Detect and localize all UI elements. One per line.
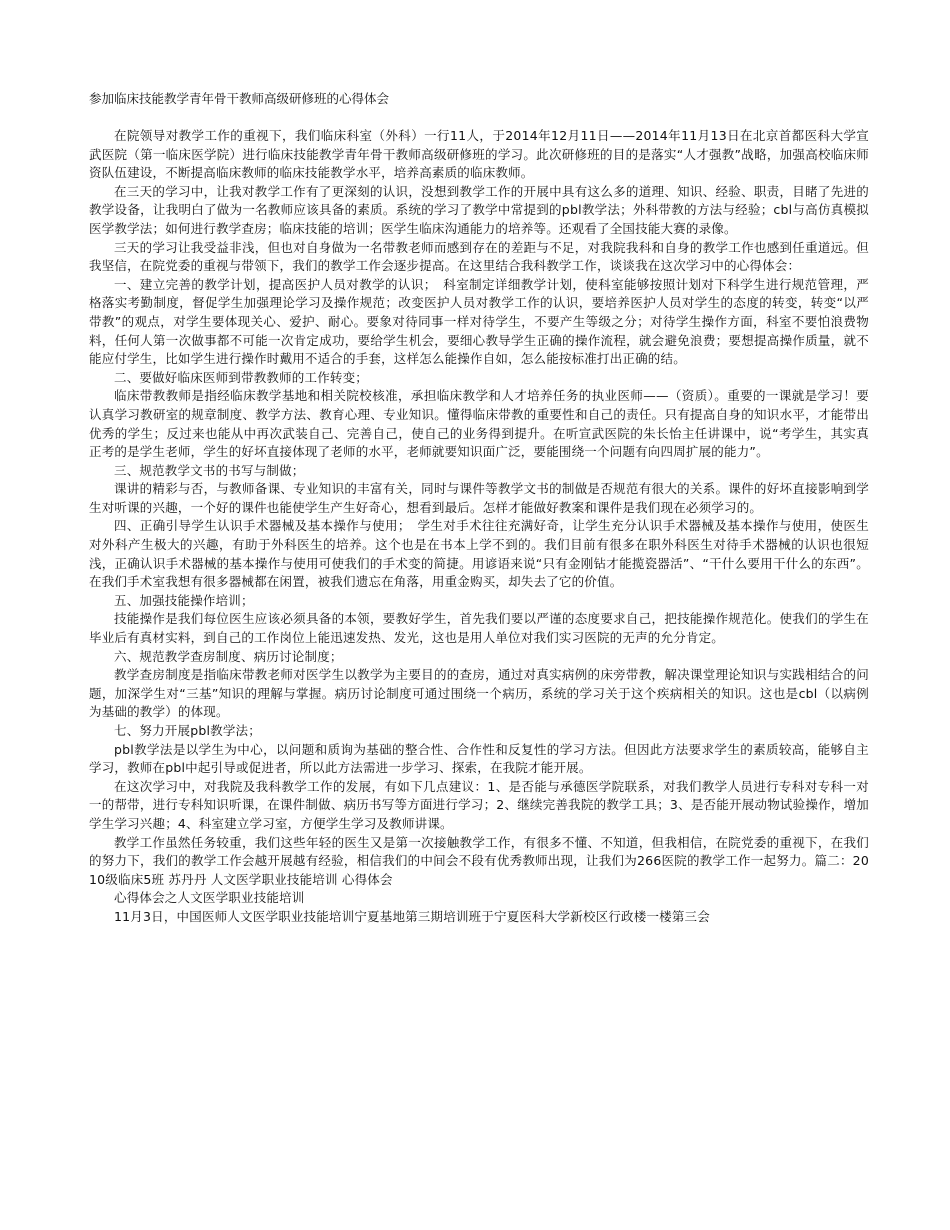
paragraph-section-5: 技能操作是我们每位医生应该必须具备的本领，要教好学生，首先我们要以严谨的态度要求自己，把技能操作规范化。使我们的学生在毕业后有真材实料，到自己的工作岗位上能迅速发热、发光，这也是用人单位对我们实习医院的无声的允分肯定。	[89, 611, 869, 646]
paragraph-benefit: 三天的学习让我受益非浅，但也对自身做为一名带教老师而感到存在的差距与不足，对我院我科和自身的教学工作也感到任重道远。但我坚信，在院党委的重视与带领下，我们的教学工作会逐步提高。在这里结合我科教学工作，谈谈我在这次学习中的心得体会：	[89, 239, 869, 274]
paragraph-intro: 在院领导对教学工作的重视下，我们临床科室（外科）一行11人，于2014年12月11日——2014年11月13日在北京首都医科大学宣武医院（第一临床医学院）进行临床技能教学青年骨干教师高级研修班的学习。此次研修班的目的是落实“人才强教”战略，加强高校临床师资队伍建设，不断提高临床教师的临床技能教学水平，培养高素质的临床教师。	[89, 128, 869, 181]
paragraph-section-4: 四、正确引导学生认识手术器械及基本操作与使用； 学生对手术往往充满好奇，让学生充分认识手术器械及基本操作与使用，使医生对外科产生极大的兴趣，有助于外科医生的培养。这个也是在书本上学不到的。我们目前有很多在职外科医生对待手术器械的认识也很短浅，正确认识手术器械的基本操作与使用可使我们的手术变的简捷。用谚语来说“只有金刚钻才能揽瓷器活”、“干什么要用干什么的东西”。在我们手术室我想有很多器械都在闲置，被我们遗忘在角落，用重金购买，却失去了它的价值。	[89, 518, 869, 590]
paragraph-section-6: 教学查房制度是指临床带教老师对医学生以教学为主要目的的查房，通过对真实病例的床旁带教，解决课堂理论知识与实践相结合的问题，加深学生对“三基”知识的理解与掌握。病历讨论制度可通过围绕一个病历，系统的学习关于这个疾病相关的知识。这也是cbl（以病例为基础的教学）的体现。	[89, 667, 869, 720]
article-two-title: 心得体会之人文医学职业技能培训	[114, 890, 305, 906]
paragraph-section-1: 一、建立完善的教学计划，提高医护人员对教学的认识； 科室制定详细教学计划，使科室能够按照计划对下科学生进行规范管理，严格落实考勤制度，督促学生加强理论学习及操作规范；改变医护人员对教学工作的认识，要培养医护人员对学生的态度的转变，转变“以严带教”的观点，对学生要体现关心、爱护、耐心。要象对待同事一样对待学生，不要产生等级之分；对待学生操作方面，科室不要怕浪费物料，任何人第一次做事都不可能一次肯定成功，要给学生机会，要细心教导学生正确的操作流程，就会避免浪费；要想提高操作质量，就不能应付学生，比如学生进行操作时戴用不适合的手套，这样怎么能操作自如，怎么能按标准打出正确的结。	[89, 276, 869, 367]
paragraph-section-7: pbl教学法是以学生为中心，以问题和质询为基础的整合性、合作性和反复性的学习方法。但因此方法要求学生的素质较高，能够自主学习，教师在pbl中起引导或促进者，所以此方法需进一步学习、探索，在我院才能开展。	[89, 741, 869, 776]
paragraph-three-days-learning: 在三天的学习中，让我对教学工作有了更深刻的认识，没想到教学工作的开展中具有这么多的道理、知识、经验、职责，目睹了先进的教学设备，让我明白了做为一名教师应该具备的素质。系统的学习了教学中常提到的pbl教学法；外科带教的方法与经验；cbl与高仿真模拟医学教学法；如何进行教学查房；临床技能的培训；医学生临床沟通能力的培养等。还观看了全国技能大赛的录像。	[89, 183, 869, 236]
section-heading-3: 三、规范教学文书的书写与制做；	[114, 462, 305, 478]
document-title: 参加临床技能教学青年骨干教师高级研修班的心得体会	[89, 91, 390, 106]
section-heading-7: 七、努力开展pbl教学法；	[114, 723, 261, 738]
paragraph-article-two-start: 11月3日，中国医师人文医学职业技能培训宁夏基地第三期培训班于宁夏医科大学新校区行政楼一楼第三会	[114, 908, 710, 924]
paragraph-conclusion: 教学工作虽然任务较重，我们这些年轻的医生又是第一次接触教学工作，有很多不懂、不知道，但我相信，在院党委的重视下，在我们的努力下，我们的教学工作会越开展越有经验，相信我们的中间会不段有优秀教师出现，让我们为266医院的教学工作一起努力。篇二：2010级临床5班 苏丹丹 人文医学职业技能培训 心得体会	[89, 834, 869, 887]
section-heading-6: 六、规范教学查房制度、病历讨论制度；	[114, 648, 343, 664]
paragraph-suggestions: 在这次学习中，对我院及我科教学工作的发展，有如下几点建议：1、是否能与承德医学院联系，对我们教学人员进行专科对专科一对一的帮带，进行专科知识听课，在课件制做、病历书写等方面进行学习；2、继续完善我院的教学工具；3、是否能开展动物试验操作，增加学生学习兴趣；4、科室建立学习室，方便学生学习及教师讲课。	[89, 778, 869, 831]
paragraph-section-3: 课讲的精彩与否，与教师备课、专业知识的丰富有关，同时与课件等教学文书的制做是否规范有很大的关系。课件的好坏直接影响到学生对听课的兴趣，一个好的课件也能使学生产生好奇心，想看到最后。怎样才能做好教案和课件是我们现在必须学习的。	[89, 481, 869, 515]
document-page	[89, 90, 869, 1220]
section-heading-2: 二、要做好临床医师到带教教师的工作转变；	[114, 369, 369, 385]
paragraph-section-2: 临床带教教师是指经临床教学基地和相关院校核准，承担临床教学和人才培养任务的执业医师——（资质）。重要的一课就是学习！要认真学习教研室的规章制度、教学方法、教育心理、专业知识。懂得临床带教的重要性和自己的责任。只有提高自身的知识水平，才能带出优秀的学生；反过来也能从中再次武装自己、完善自己，使自己的业务得到提升。在听宣武医院的朱长怡主任讲课中，说“考学生，其实真正考的是学生老师，学生的好坏直接体现了老师的水平，老师就要知识面广泛，要能围绕一个问题有向四周扩展的能力”。	[89, 388, 869, 460]
section-heading-5: 五、加强技能操作培训；	[114, 592, 254, 608]
